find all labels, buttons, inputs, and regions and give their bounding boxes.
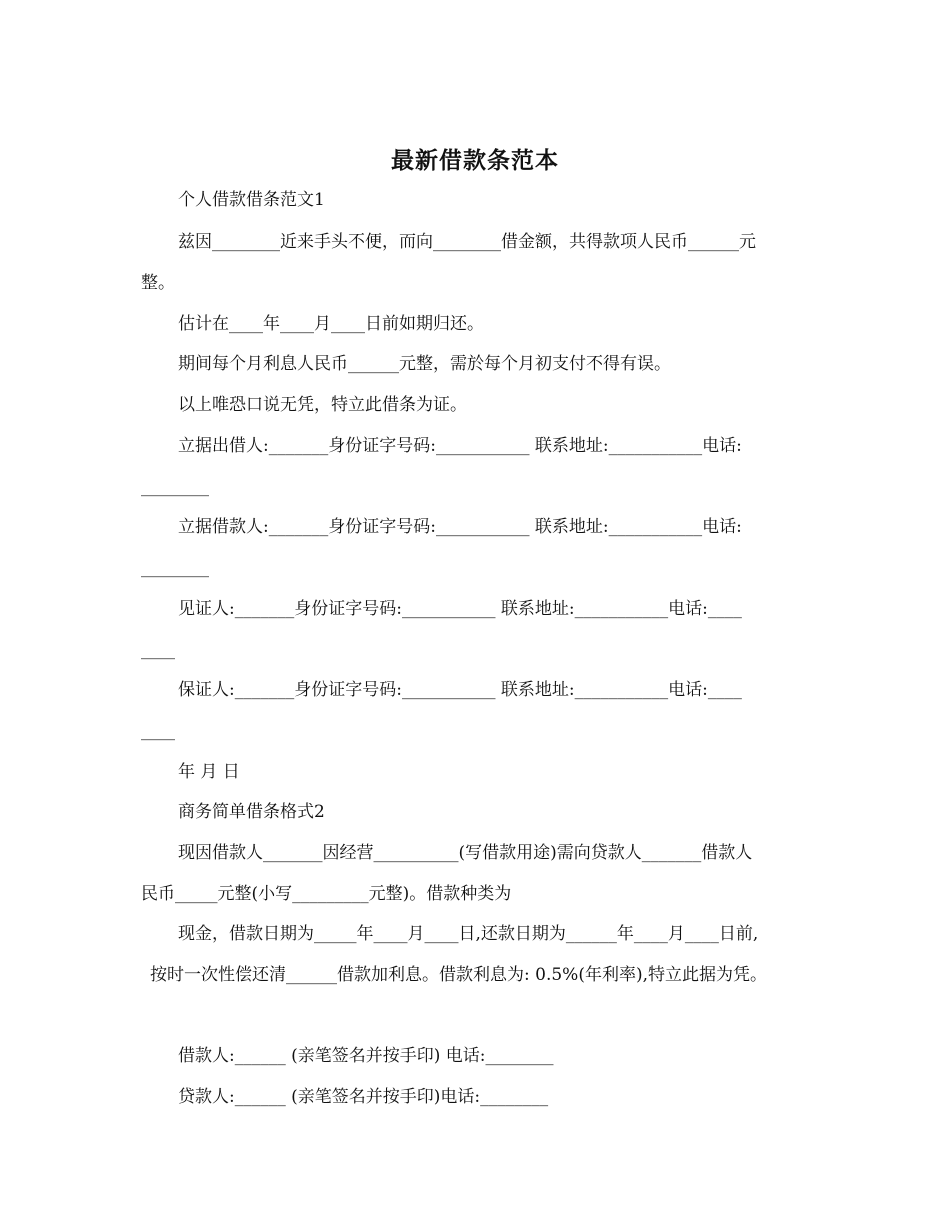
witness-info-line: ____ — [141, 640, 175, 660]
guarantor-info-line: ____ — [141, 721, 175, 741]
lender-signature-line: 贷款人:______ (亲笔签名并按手印)电话:________ — [178, 1087, 549, 1107]
paragraph-line: 按时一次性偿还清______借款加利息。借款利息为: 0.5%(年利率),特立此据为凭。 — [150, 965, 767, 985]
borrower-signature-line: 借款人:______ (亲笔签名并按手印) 电话:________ — [178, 1046, 554, 1066]
section-heading-2: 商务简单借条格式2 — [178, 802, 325, 822]
paragraph-line: 整。 — [141, 273, 175, 293]
paragraph-line: 期间每个月利息人民币______元整，需於每个月初支付不得有误。 — [178, 354, 671, 374]
paragraph-line: 估计在____年____月____日前如期归还。 — [178, 314, 484, 334]
borrower-info-line: ________ — [141, 558, 209, 578]
paragraph-line: 现因借款人_______因经营__________(写借款用途)需向贷款人_______借款人 — [178, 843, 753, 863]
paragraph-line: 兹因________近来手头不便，而向________借金额，共得款项人民币______元 — [178, 232, 756, 252]
lender-info-line: 立据出借人:_______身份证字号码:___________ 联系地址:___________电话: — [178, 436, 742, 456]
paragraph-line: 以上唯恐口说无凭，特立此借条为证。 — [178, 395, 467, 415]
date-line: 年 月 日 — [178, 762, 240, 782]
paragraph-line: 民币_____元整(小写_________元整)。借款种类为 — [141, 884, 512, 904]
lender-info-line: ________ — [141, 477, 209, 497]
paragraph-line: 现金，借款日期为_____年____月____日,还款日期为______年____月____日前, — [178, 924, 759, 944]
document-title: 最新借款条范本 — [391, 147, 559, 174]
borrower-info-line: 立据借款人:_______身份证字号码:___________ 联系地址:___________电话: — [178, 517, 742, 537]
witness-info-line: 见证人:_______身份证字号码:___________ 联系地址:___________电话:____ — [178, 599, 742, 619]
section-heading-1: 个人借款借条范文1 — [178, 190, 325, 210]
guarantor-info-line: 保证人:_______身份证字号码:___________ 联系地址:___________电话:____ — [178, 680, 742, 700]
